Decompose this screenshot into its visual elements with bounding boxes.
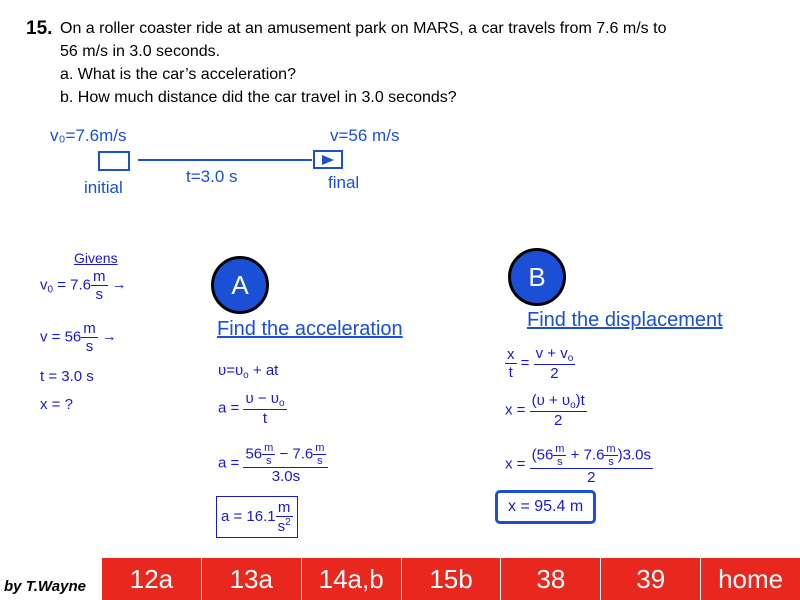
part-b-circle: B — [508, 248, 566, 306]
part-b-eq2: x = $\frac{(\upsilon + \upsilon_o)t}{2}$ — [505, 392, 585, 429]
initial-car-box — [98, 151, 130, 171]
part-a-circle: A — [211, 256, 269, 314]
diagram-v-label: v=56 m/s — [330, 126, 400, 145]
nav-button-39[interactable]: 39 — [601, 558, 701, 600]
author-credit: by T.Wayne — [4, 578, 86, 595]
problem-part-b: b. How much distance did the car travel in 3.0 seconds? — [60, 89, 457, 106]
part-a-eq1: $\upsilon=\upsilon_o$ + at — [218, 362, 279, 381]
part-b-answer-box: x = 95.4 m — [495, 490, 596, 524]
nav-bar — [102, 558, 800, 600]
given-x: x = ? — [40, 396, 73, 413]
nav-button-13a[interactable]: 13a — [202, 558, 302, 600]
given-v: v = 56 $\frac{m}{s}$ → — [40, 320, 117, 355]
part-a-eq2: a = $\frac{\upsilon - \upsilon_o}{t}$ — [218, 390, 285, 427]
given-t: t = 3.0 s — [40, 368, 94, 385]
part-a-heading: Find the acceleration — [217, 318, 403, 340]
motion-arrow — [134, 150, 346, 172]
nav-button-15b[interactable]: 15b — [402, 558, 502, 600]
diagram-time-label: t=3.0 s — [186, 167, 238, 186]
diagram-final-label: final — [328, 173, 360, 192]
diagram-initial-label: initial — [84, 178, 123, 197]
nav-button-home[interactable]: home — [718, 564, 784, 594]
diagram-v0-label: v₀=7.6m/s — [50, 126, 127, 145]
problem-number: 15. — [26, 18, 53, 39]
givens-title: Givens — [74, 250, 118, 266]
nav-button-14ab[interactable]: 14a,b — [302, 558, 402, 600]
part-a-eq3: a = 56 $\frac{m}{s}$ − 7.6 $\frac{m}{s}$ 3.0s — [218, 442, 328, 485]
part-b-eq3: x = (56 $\frac{m}{s}$ + 7.6 $\frac{m}{s}$ )3.0s 2 — [505, 443, 651, 486]
part-a-answer-box: a = 16.1 $\frac{m}{s^2}$ — [216, 496, 298, 538]
problem-line-2: 56 m/s in 3.0 seconds. — [60, 43, 221, 60]
nav-button-38[interactable]: 38 — [501, 558, 601, 600]
problem-line-1: On a roller coaster ride at an amusement park on MARS, a car travels from 7.6 m/s to — [60, 20, 667, 37]
problem-part-a: a. What is the car’s acceleration? — [60, 66, 296, 83]
part-b-heading: Find the displacement — [527, 309, 723, 331]
nav-button-12a[interactable]: 12a — [102, 558, 202, 600]
part-b-eq1: $\frac{x}{t}$ = $\frac{v + v_o}{2}$ — [507, 345, 574, 382]
given-v0: $v_0 = 7.6$ $\frac{m}{s}$ → — [40, 268, 127, 303]
